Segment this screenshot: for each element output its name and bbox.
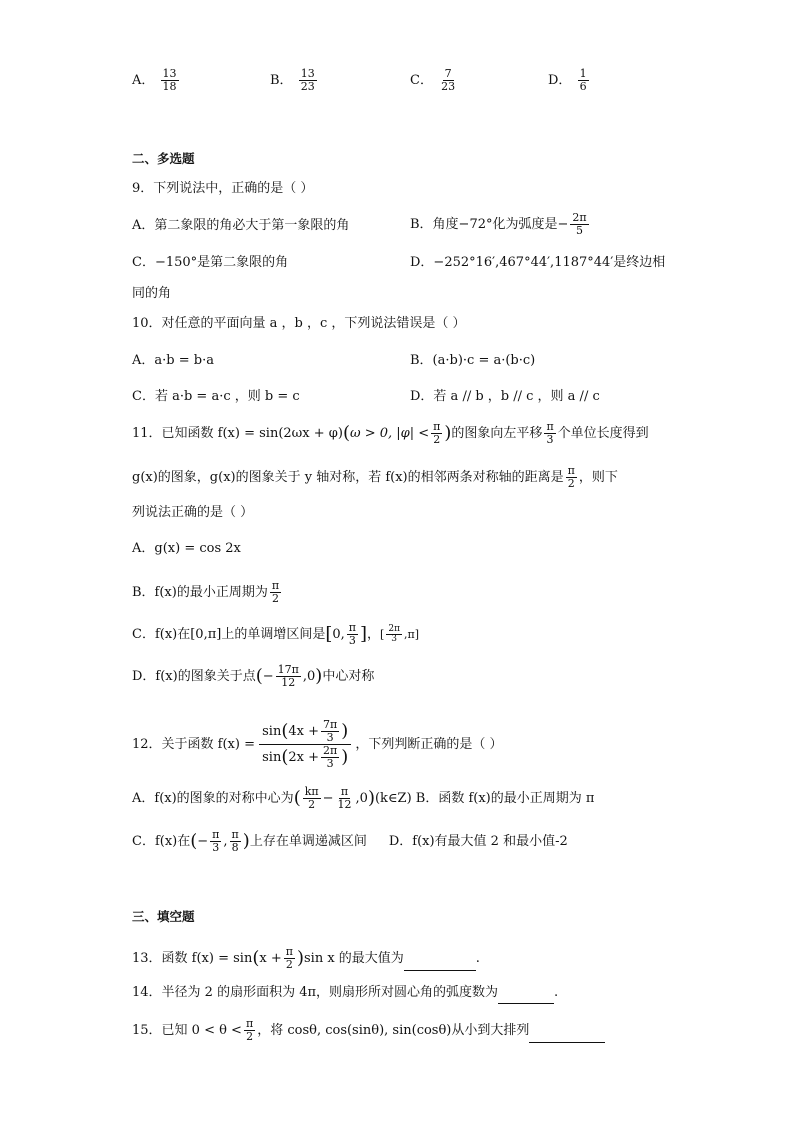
- paren-close: ): [296, 947, 304, 969]
- denominator: 18: [162, 80, 177, 93]
- denominator: 3: [391, 634, 398, 644]
- fraction: [284, 946, 295, 971]
- sin-text: sin: [262, 750, 282, 765]
- option-label: B．: [270, 73, 293, 88]
- paren-open: (: [293, 787, 301, 809]
- fraction: [439, 68, 457, 93]
- stem-text: ，下列判断正确的是（ ）: [355, 737, 503, 752]
- q9-stem: 9．下列说法中，正确的是（ ）: [132, 181, 314, 196]
- condition: ω > 0, |φ| <: [349, 426, 430, 441]
- minus-sign: −: [197, 834, 209, 849]
- interval-start: 0,: [332, 627, 345, 642]
- numerator: π: [433, 420, 441, 433]
- stem-text: 15．已知 0 < θ <: [132, 1023, 242, 1038]
- answer-blank[interactable]: [404, 956, 476, 971]
- numerator: π: [271, 579, 280, 592]
- option-label: C．: [410, 73, 433, 88]
- fraction: [276, 664, 301, 689]
- numerator: π: [348, 621, 356, 634]
- inner-text: 4x +: [288, 724, 320, 739]
- option-text: D．f(x)有最大值 2 和最小值-2: [388, 834, 568, 849]
- numerator: π: [546, 420, 554, 433]
- q11-stem-line3: 列说法正确的是（ ）: [132, 505, 254, 520]
- q9-option-d-continued: 同的角: [132, 286, 172, 301]
- denominator: 3: [348, 634, 356, 647]
- option-text: C．f(x)在: [132, 834, 191, 849]
- big-denominator: sin(2x + $\frac{2\pi}{3}$ ): [262, 744, 349, 770]
- paren-open: (: [342, 422, 350, 444]
- fraction: [386, 625, 402, 644]
- q13-line: [132, 946, 480, 971]
- section-title-fill-in: 三、填空题: [132, 909, 195, 924]
- paren-close: ): [315, 665, 323, 687]
- q14-line: [132, 982, 558, 1004]
- option-text: C．f(x)在[0,π]上的单调增区间是: [132, 627, 326, 642]
- numerator: 13: [162, 67, 177, 80]
- q8-option-c: [410, 68, 459, 93]
- inner-text: 2x +: [288, 750, 320, 765]
- stem-text: ，则下: [578, 470, 618, 485]
- fraction: [431, 421, 442, 446]
- numerator: 7: [444, 67, 452, 80]
- stem-text: 的图象向左平移: [451, 426, 543, 441]
- q10-option-c: C．若 a·b = a·c ，则 b = c: [132, 389, 300, 404]
- fraction: [321, 719, 339, 744]
- q8-option-b: [270, 68, 319, 93]
- q11-option-c: [132, 622, 419, 647]
- q11-option-d: [132, 664, 374, 689]
- stem-text: 个单位长度得到: [557, 426, 649, 441]
- denominator: 12: [337, 798, 352, 811]
- option-text: A．f(x)的图象的对称中心为: [132, 791, 294, 806]
- stem-text: sin x 的最大值为: [303, 951, 404, 966]
- option-text: B．角度−72°化为弧度是−: [410, 217, 569, 232]
- fraction: [570, 212, 588, 237]
- option-label: D．: [548, 73, 572, 88]
- bracket-close: ]: [360, 623, 368, 645]
- point-y: ,0: [302, 669, 316, 684]
- stem-text: g(x)的图象，g(x)的图象关于 y 轴对称，若 f(x)的相邻两条对称轴的距离是: [132, 470, 564, 485]
- denominator: 3: [326, 731, 334, 744]
- numerator: π: [212, 828, 220, 841]
- numerator: 1: [579, 67, 587, 80]
- stem-text: 14．半径为 2 的扇形面积为 4π，则扇形所对圆心角的弧度数为: [132, 985, 499, 1000]
- numerator: 7π: [323, 718, 338, 731]
- denominator: 2: [285, 958, 293, 971]
- stem-text: 12．关于函数 f(x) =: [132, 737, 255, 752]
- numerator: 2π: [323, 744, 338, 757]
- numerator: 2π: [388, 624, 400, 634]
- fraction: [244, 1018, 255, 1043]
- q11-option-b: [132, 580, 283, 605]
- q10-option-a: A．a·b = b·a: [132, 353, 214, 368]
- numerator: π: [567, 464, 575, 477]
- denominator: 3: [212, 841, 220, 854]
- denominator: 6: [579, 80, 587, 93]
- q15-line: [132, 1018, 605, 1043]
- denominator: 2: [271, 592, 279, 605]
- minus-sign: −: [322, 791, 334, 806]
- fraction: [270, 580, 281, 605]
- fraction: [321, 745, 339, 770]
- denominator: 5: [576, 224, 583, 237]
- q10-stem: 10．对任意的平面向量 a ，b ，c ，下列说法错误是（ ）: [132, 316, 466, 331]
- bracket-open: [: [325, 623, 333, 645]
- fraction: [336, 786, 354, 811]
- fraction: [347, 622, 358, 647]
- fraction: [566, 465, 577, 490]
- separator: ，: [367, 627, 381, 642]
- numerator: π: [245, 1017, 254, 1030]
- answer-blank[interactable]: [529, 1028, 605, 1043]
- period: .: [554, 985, 559, 1000]
- point-y: ,0: [355, 791, 368, 806]
- stem-text: ，将 cosθ, cos(sinθ), sin(cosθ)从小到大排列: [257, 1023, 530, 1038]
- bracket-open: [: [380, 628, 385, 641]
- denominator: 23: [300, 80, 315, 93]
- q9-option-d: D．−252°16′,467°44′,1187°44′是终边相: [410, 255, 666, 270]
- numerator: 17π: [277, 663, 299, 676]
- paren-close: ): [242, 830, 250, 852]
- big-fraction: [259, 719, 351, 770]
- paren-close: ): [444, 422, 452, 444]
- fraction: [210, 829, 221, 854]
- q8-option-a: [132, 68, 181, 93]
- paren-open: (: [190, 830, 198, 852]
- option-text: (k∈Z) B．函数 f(x)的最小正周期为 π: [374, 791, 595, 806]
- denominator: 2: [567, 477, 575, 490]
- minus-sign: −: [262, 669, 274, 684]
- denominator: 8: [231, 841, 239, 854]
- option-text: D．f(x)的图象关于点: [132, 669, 256, 684]
- answer-blank[interactable]: [498, 989, 554, 1004]
- denominator: 3: [326, 757, 334, 770]
- big-numerator: sin(4x + $\frac{7\pi}{3}$ ): [259, 719, 351, 745]
- fraction: [299, 68, 317, 93]
- numerator: π: [231, 828, 239, 841]
- q9-option-b: [410, 212, 591, 237]
- q12-stem: [132, 716, 503, 774]
- denominator: 3: [546, 433, 554, 446]
- sin-text: sin: [262, 724, 282, 739]
- section-title-multiple-choice: 二、多选题: [132, 151, 195, 166]
- q11-stem-line1: [132, 421, 649, 446]
- numerator: π: [285, 945, 293, 958]
- numerator: π: [340, 785, 349, 798]
- option-label: A．: [132, 73, 155, 88]
- numerator: 2π: [572, 211, 587, 224]
- stem-text: 11．已知函数 f(x) = sin(2ωx + φ): [132, 426, 343, 441]
- q8-option-d: [548, 68, 591, 93]
- option-text: 上存在单调递减区间: [249, 834, 367, 849]
- fraction: [578, 68, 589, 93]
- q12-option-c-d: [132, 829, 568, 854]
- denominator: 2: [308, 798, 316, 811]
- fraction: [161, 68, 179, 93]
- denominator: 2: [246, 1030, 254, 1043]
- q10-option-d: D．若 a // b ，b // c ，则 a // c: [410, 389, 600, 404]
- denominator: 2: [433, 433, 441, 446]
- q9-option-a: A．第二象限的角必大于第一象限的角: [132, 218, 350, 233]
- option-text: B．f(x)的最小正周期为: [132, 585, 268, 600]
- fraction: [303, 786, 321, 811]
- paren-open: (: [255, 665, 263, 687]
- period: .: [475, 951, 480, 966]
- q9-option-c: C．−150°是第二象限的角: [132, 255, 289, 270]
- numerator: 13: [300, 67, 315, 80]
- interval-end: ,π]: [404, 628, 420, 641]
- comma: ,: [223, 834, 228, 849]
- numerator: kπ: [304, 785, 319, 798]
- inner-text: x +: [259, 951, 282, 966]
- denominator: 23: [441, 80, 456, 93]
- paren-open: (: [252, 947, 260, 969]
- fraction: [230, 829, 241, 854]
- q11-stem-line2: [132, 465, 618, 490]
- q10-option-b: B．(a·b)·c = a·(b·c): [410, 353, 536, 368]
- paren-close: ): [367, 787, 375, 809]
- q12-option-a-b: [132, 786, 594, 811]
- stem-text: 13．函数 f(x) = sin: [132, 951, 253, 966]
- denominator: 12: [281, 676, 296, 689]
- option-text: 中心对称: [322, 669, 375, 684]
- fraction: [544, 421, 555, 446]
- q11-option-a: A．g(x) = cos 2x: [132, 541, 241, 556]
